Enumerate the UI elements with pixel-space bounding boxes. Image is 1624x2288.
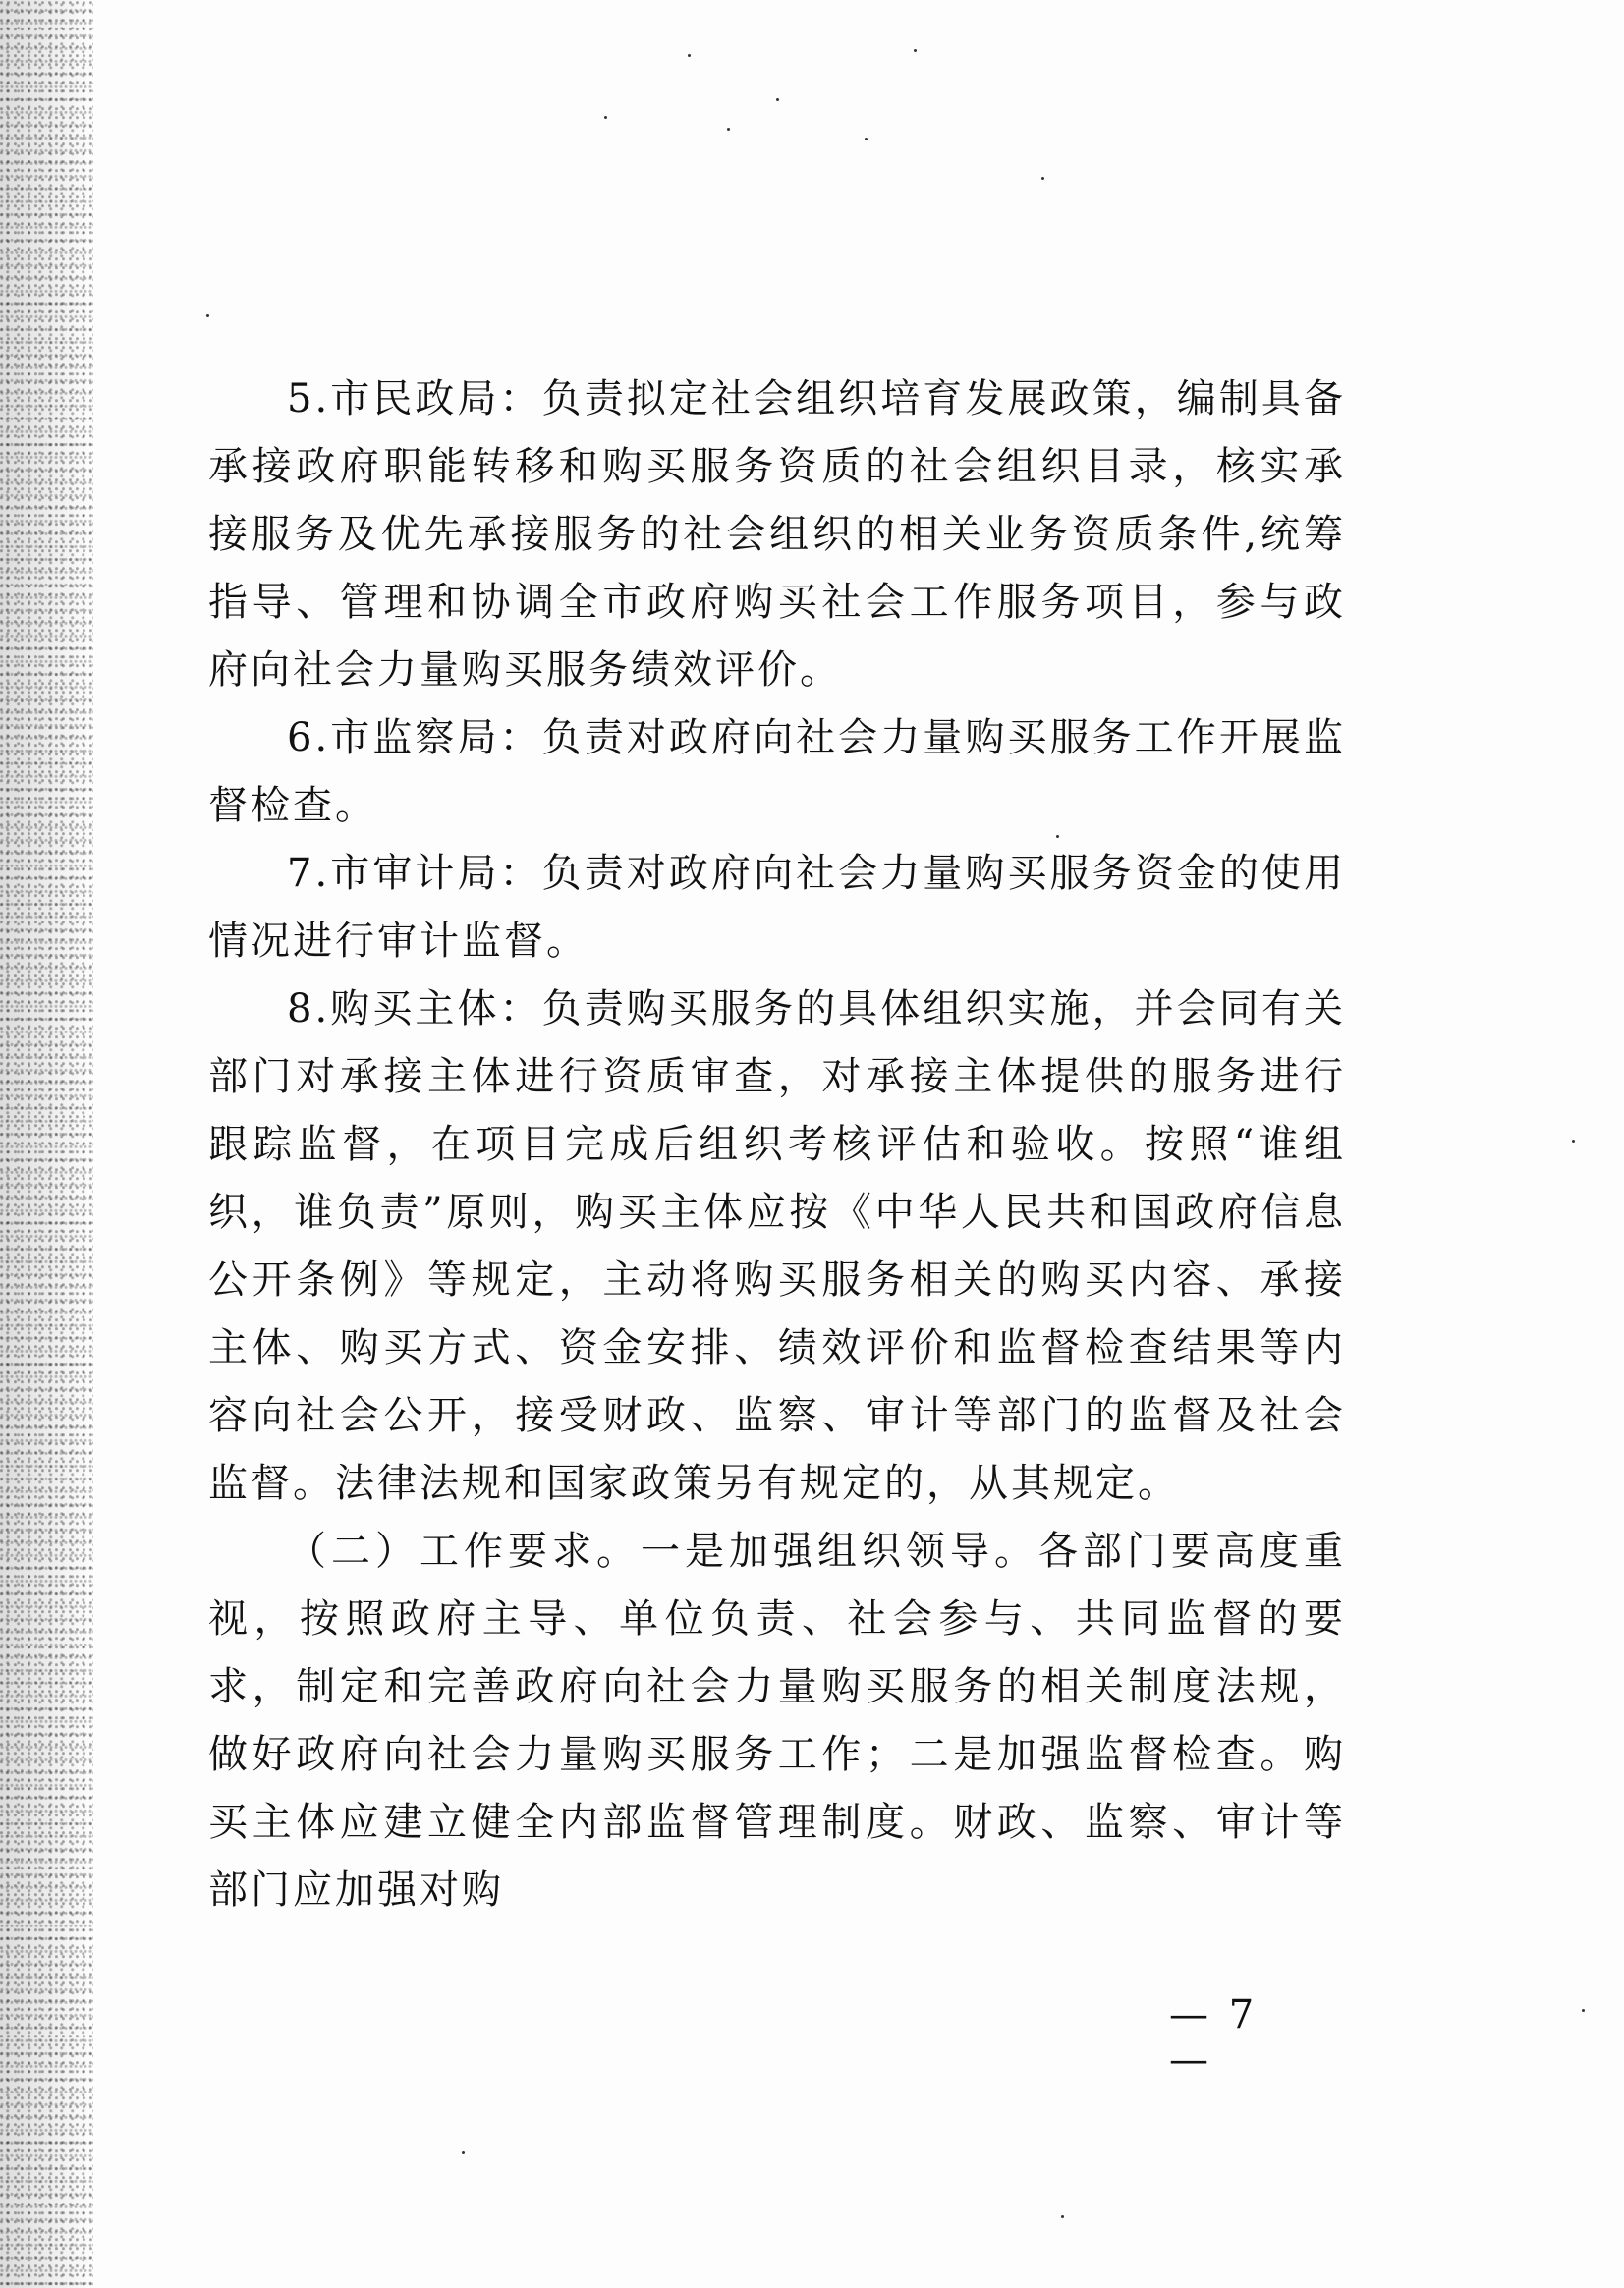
- paragraph-work-requirements: （二）工作要求。一是加强组织领导。各部门要高度重视，按照政府主导、单位负责、社会参与、共同监督的要求，制定和完善政府向社会力量购买服务的相关制度法规，做好政府向社会力量购买服务工作；二是加强监督检查。购买主体应建立健全内部监督管理制度。财政、监察、审计等部门应加强对购: [208, 1529, 1346, 1913]
- scan-speck: [1582, 2009, 1585, 2012]
- scan-speck: [914, 49, 917, 52]
- paragraph-supervision: 6.市监察局：负责对政府向社会力量购买服务工作开展监督检查。: [208, 715, 1346, 828]
- scan-speck: [1061, 2215, 1064, 2218]
- scan-speck: [1572, 1140, 1575, 1143]
- scan-edge-noise: [0, 0, 93, 2288]
- paragraph-audit: 7.市审计局：负责对政府向社会力量购买服务资金的使用情况进行审计监督。: [208, 851, 1346, 964]
- scan-speck: [727, 128, 730, 131]
- scan-speck: [865, 138, 868, 140]
- scan-speck: [1041, 177, 1044, 180]
- scan-speck: [604, 116, 607, 119]
- scan-speck: [462, 2151, 465, 2154]
- scan-speck: [206, 314, 209, 317]
- page-number: — 7 —: [1169, 1992, 1259, 2083]
- paragraph-purchasing-entity: 8.购买主体：负责购买服务的具体组织实施，并会同有关部门对承接主体进行资质审查，对承接主体提供的服务进行跟踪监督，在项目完成后组织考核评估和验收。按照“谁组织，谁负责”原则，购买主体应按《中华人民共和国政府信息公开条例》等规定，主动将购买服务相关的购买内容、承接主体、购买方式、资金安排、绩效评价和监督检查结果等内容向社会公开，接受财政、监察、审计等部门的监督及社会监督。法律法规和国家政策另有规定的，从其规定。: [208, 986, 1346, 1506]
- paragraph-civil-affairs: 5.市民政局：负责拟定社会组织培育发展政策，编制具备承接政府职能转移和购买服务资质的社会组织目录，核实承接服务及优先承接服务的社会组织的相关业务资质条件,统筹指导、管理和协调全市政府购买社会工作服务项目，参与政府向社会力量购买服务绩效评价。: [208, 376, 1346, 693]
- scan-speck: [688, 54, 691, 57]
- document-body: [208, 365, 1346, 1925]
- scan-speck: [776, 98, 779, 101]
